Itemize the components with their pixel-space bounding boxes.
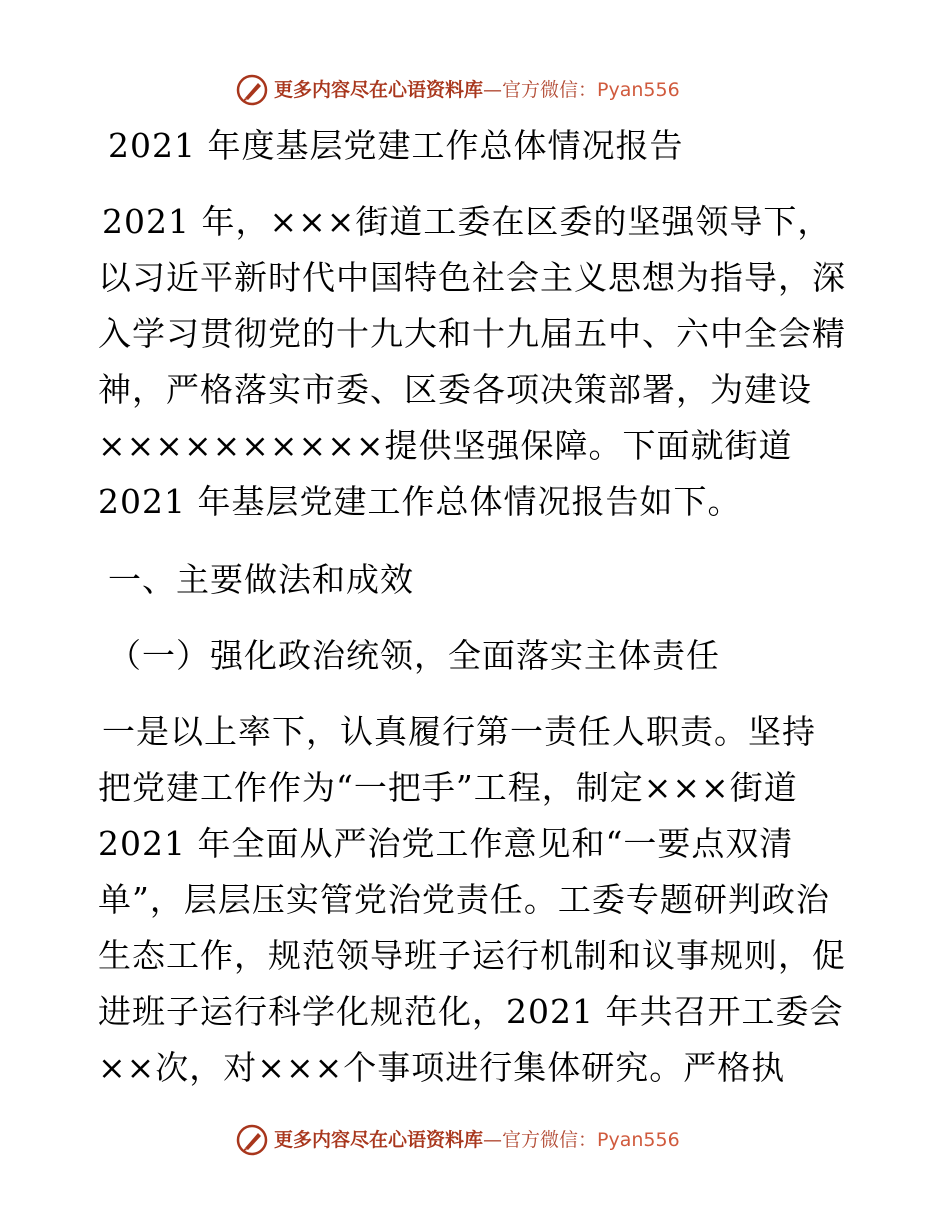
document-body [98, 118, 858, 1096]
watermark-separator: — [483, 79, 503, 101]
paragraph-line: 2021 年，×××街道工委在区委的坚强领导下， [102, 202, 832, 241]
pen-logo-icon [236, 74, 268, 106]
paragraph-line: ××××××××××提供坚强保障。下面就街道 [98, 426, 793, 465]
watermark-brand: 更多内容尽在心语资料库 [274, 1129, 484, 1151]
paragraph-line: 神，严格落实市委、区委各项决策部署，为建设 [98, 370, 812, 409]
paragraph-intro [98, 194, 858, 530]
document-title: 2021 年度基层党建工作总体情况报告 [108, 126, 684, 165]
watermark-brand: 更多内容尽在心语资料库 [274, 79, 484, 101]
paragraph-line: 以习近平新时代中国特色社会主义思想为指导，深 [98, 258, 846, 297]
header-watermark [236, 72, 680, 108]
watermark-wechat-id: Pyan556 [597, 79, 680, 101]
pen-logo-icon [236, 1124, 268, 1156]
paragraph-line: 一是以上率下，认真履行第一责任人职责。坚持 [102, 712, 816, 751]
watermark-official-label: 官方微信： [502, 79, 598, 101]
paragraph-line: 把党建工作作为“一把手”工程，制定×××街道 [98, 768, 798, 807]
paragraph-line: ××次，对×××个事项进行集体研究。严格执 [98, 1048, 786, 1087]
watermark-official-label: 官方微信： [502, 1129, 598, 1151]
paragraph-line: 2021 年全面从严治党工作意见和“一要点双清 [98, 824, 794, 863]
watermark-text [274, 72, 680, 108]
paragraph-responsibility [98, 704, 858, 1096]
paragraph-line: 生态工作，规范领导班子运行机制和议事规则，促 [98, 936, 846, 975]
paragraph-line: 进班子运行科学化规范化，2021 年共召开工委会 [98, 992, 844, 1031]
footer-watermark [236, 1122, 680, 1158]
section-heading: 一、主要做法和成效 [108, 560, 414, 599]
watermark-wechat-id: Pyan556 [597, 1129, 680, 1151]
subsection-heading: （一）强化政治统领，全面落实主体责任 [108, 636, 720, 675]
paragraph-line: 2021 年基层党建工作总体情况报告如下。 [98, 482, 742, 521]
watermark-separator: — [483, 1129, 503, 1151]
paragraph-line: 入学习贯彻党的十九大和十九届五中、六中全会精 [98, 314, 846, 353]
watermark-text [274, 1122, 680, 1158]
paragraph-line: 单”，层层压实管党治党责任。工委专题研判政治 [98, 880, 830, 919]
